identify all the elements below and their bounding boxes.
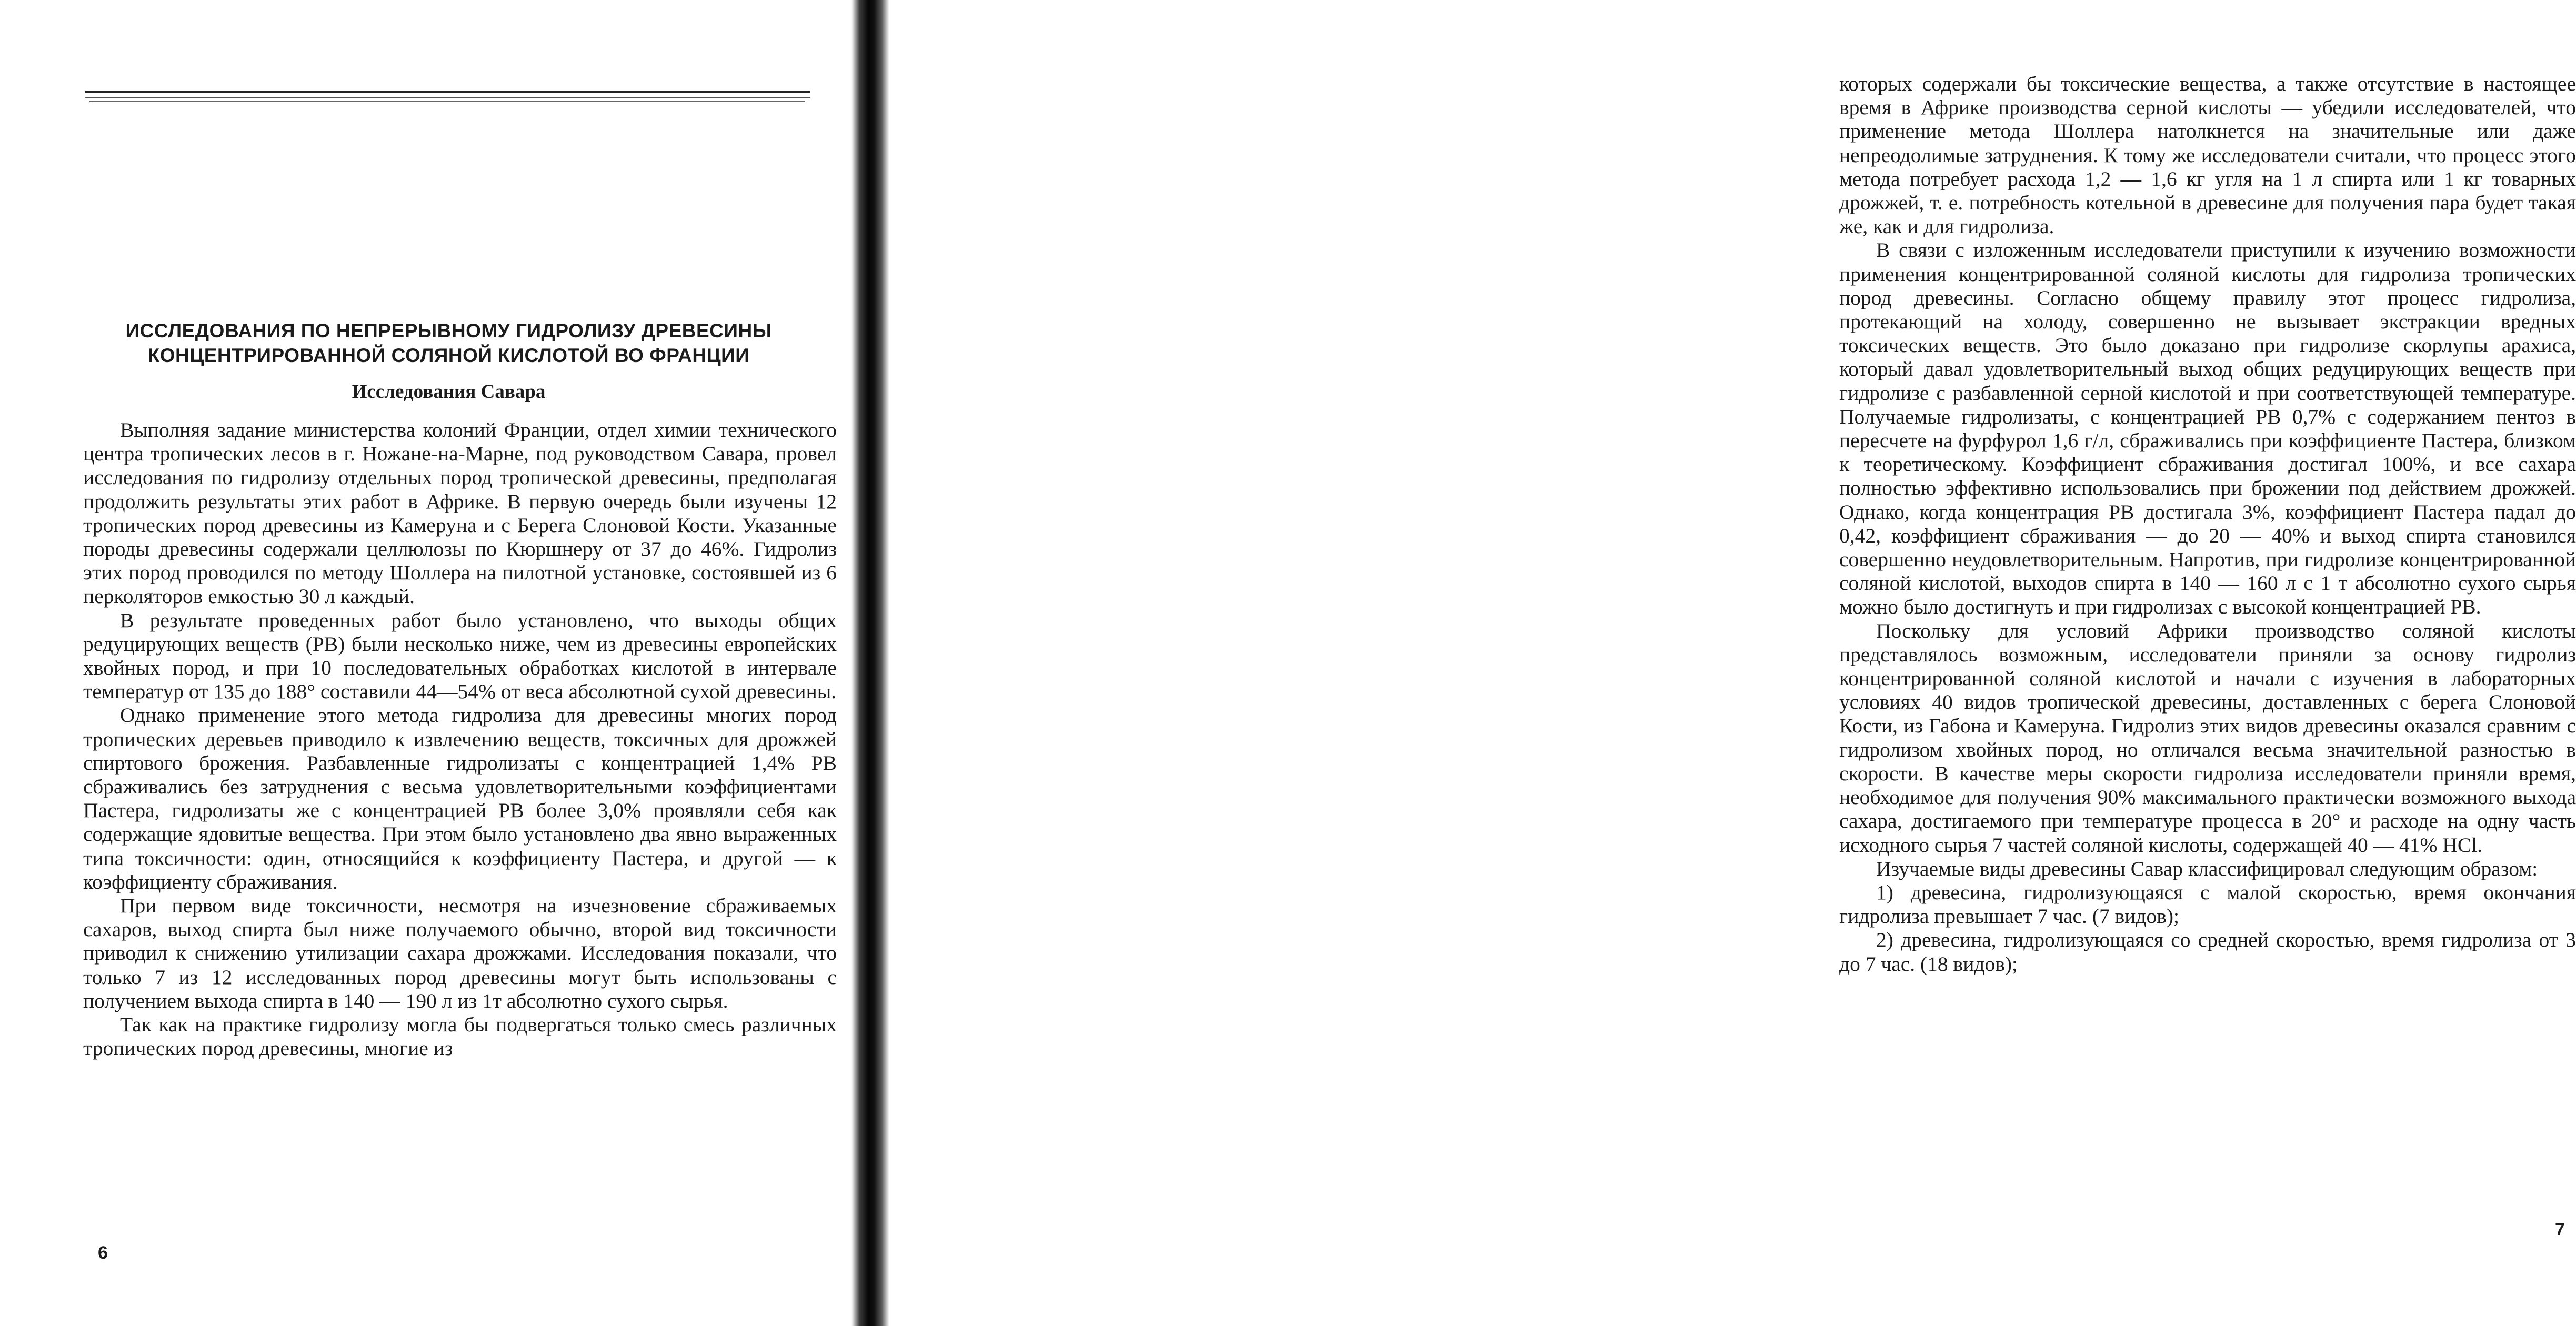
right-page	[884, 0, 2576, 1326]
paragraph: При первом виде токсичности, несмотря на изчезновение сбраживаемых сахаров, выход спирта был ниже получаемого обычно, второй вид токсичности приводил к снижению утилизации сахара дрожжами. Исследования показали, что только 7 из 12 исследованных пород древесины могут быть использованы с получением выхода спирта в 140 — 190 л из 1т абсолютно сухого сырья.	[83, 894, 837, 1012]
paragraph: Поскольку для условий Африки производство соляной кислоты представлялось возможным, исследователи приняли за основу гидролиз концентрированной соляной кислотой и начали с изучения в лабораторных условиях 40 видов тропической древесины, доставленных с берега Слоновой Кости, из Габона и Камеруна. Гидролиз этих видов древесины оказался сравним с гидролизом хвойных пород, но отличался весьма значительной разностью в скорости. В качестве меры скорости гидролиза исследователи приняли время, необходимое для получения 90% максимального практически возможного выхода сахара, достигаемого при температуре процесса в 20° и расходе на одну часть исходного сырья 7 частей соляной кислоты, содержащей 40 — 41% HCl.	[1839, 619, 2576, 857]
list-item: 2) древесина, гидролизующаяся со средней скоростью, время гидролиза от 3 до 7 час. (18 видов);	[1839, 928, 2576, 976]
page-number: 7	[2555, 1220, 2565, 1240]
page-number: 6	[98, 1243, 108, 1263]
paragraph: Изучаемые виды древесины Савар классифицировал следующим образом:	[1876, 857, 2538, 880]
right-body-text	[1839, 72, 2576, 976]
paragraph: которых содержали бы токсические вещества, а также отсутствие в настоящее время в Африке производства серной кислоты — убедили исследователей, что применение метода Шоллера натолкнется на значительные или даже непреодолимые затруднения. К тому же исследователи считали, что процесс этого метода потребует расхода 1,2 — 1,6 кг угля на 1 л спирта или 1 кг товарных дрожжей, т. е. потребность котельной в древесине для получения пара будет такая же, как и для гидролиза.	[1839, 72, 2576, 238]
left-page	[0, 0, 853, 1326]
paragraph: Выполняя задание министерства колоний Франции, отдел химии технического центра тропических лесов в г. Ножане-на-Марне, под руководством Савара, провел исследования по гидролизу отдельных пород тропической древесины, предполагая продолжить результаты этих работ в Африке. В первую очередь были изучены 12 тропических пород древесины из Камеруна и с Берега Слоновой Кости. Указанные породы древесины содержали целлюлозы по Кюршнеру от 37 до 46%. Гидролиз этих пород проводился по методу Шоллера на пилотной установке, состоявшей из 6 перколяторов емкостью 30 л каждый.	[83, 418, 837, 608]
left-body-text	[83, 418, 837, 1060]
header-rule-thin	[85, 97, 810, 98]
list-item: 1) древесина, гидролизующаяся с малой скоростью, время окончания гидролиза превышает 7 час. (7 видов);	[1839, 880, 2576, 928]
header-rule-faint	[89, 101, 805, 102]
article-subtitle: Исследования Савара	[352, 381, 546, 403]
paragraph: В связи с изложенным исследователи приступили к изучению возможности применения концентрированной соляной кислоты для гидролиза тропических пород древесины. Согласно общему правилу этот процесс гидролиза, протекающий на холоду, совершенно не вызывает экстракции вредных токсических веществ. Это было доказано при гидролизе скорлупы арахиса, который давал удовлетворительный выход общих редуцирующих веществ при гидролизе с разбавленной серной кислотой и при соответствующей температуре. Получаемые гидролизаты, с концентрацией РВ 0,7% с содержанием пентоз в пересчете на фурфурол 1,6 г/л, сбраживались при коэффициенте Пастера, близком к теоретическому. Коэффициент сбраживания достигал 100%, и все сахара полностью эффективно использовались при брожении под действием дрожжей. Однако, когда концентрация РВ достигала 3%, коэффициент Пастера падал до 0,42, коэффициент сбраживания — до 20 — 40% и выход спирта становился совершенно неудовлетворительным. Напротив, при гидролизе концентрированной соляной кислотой, выходов спирта в 140 — 160 л с 1 т абсолютно сухого сырья можно было достигнуть и при гидролизах с высокой концентрацией РВ.	[1839, 238, 2576, 619]
paragraph: Так как на практике гидролизу могла бы подвергаться только смесь различных тропических пород древесины, многие из	[83, 1013, 837, 1060]
paragraph: В результате проведенных работ было установлено, что выходы общих редуцирующих веществ (РВ) были несколько ниже, чем из древесины европейских хвойных пород, и при 10 последовательных обработках кислотой в интервале температур от 135 до 188° составили 44—54% от веса абсолютной сухой древесины.	[83, 608, 837, 704]
paragraph: Однако применение этого метода гидролиза для древесины многих пород тропических деревьев приводило к извлечению веществ, токсичных для дрожжей спиртового брожения. Разбавленные гидролизаты с концентрацией 1,4% РВ сбраживались без затруднения с весьма удовлетворительными коэффициентами Пастера, гидролизаты же с концентрацией РВ более 3,0% проявляли себя как содержащие ядовитые вещества. При этом было установлено два явно выраженных типа токсичности: один, относящийся к коэффициенту Пастера, и другой — к коэффициенту сбраживания.	[83, 704, 837, 893]
article-title: ИССЛЕДОВАНИЯ ПО НЕПРЕРЫВНОМУ ГИДРОЛИЗУ ДРЕВЕСИНЫ КОНЦЕНТРИРОВАННОЙ СОЛЯНОЙ КИСЛОТОЙ ВО ФРАНЦИИ	[125, 320, 772, 366]
header-rule	[85, 91, 810, 93]
